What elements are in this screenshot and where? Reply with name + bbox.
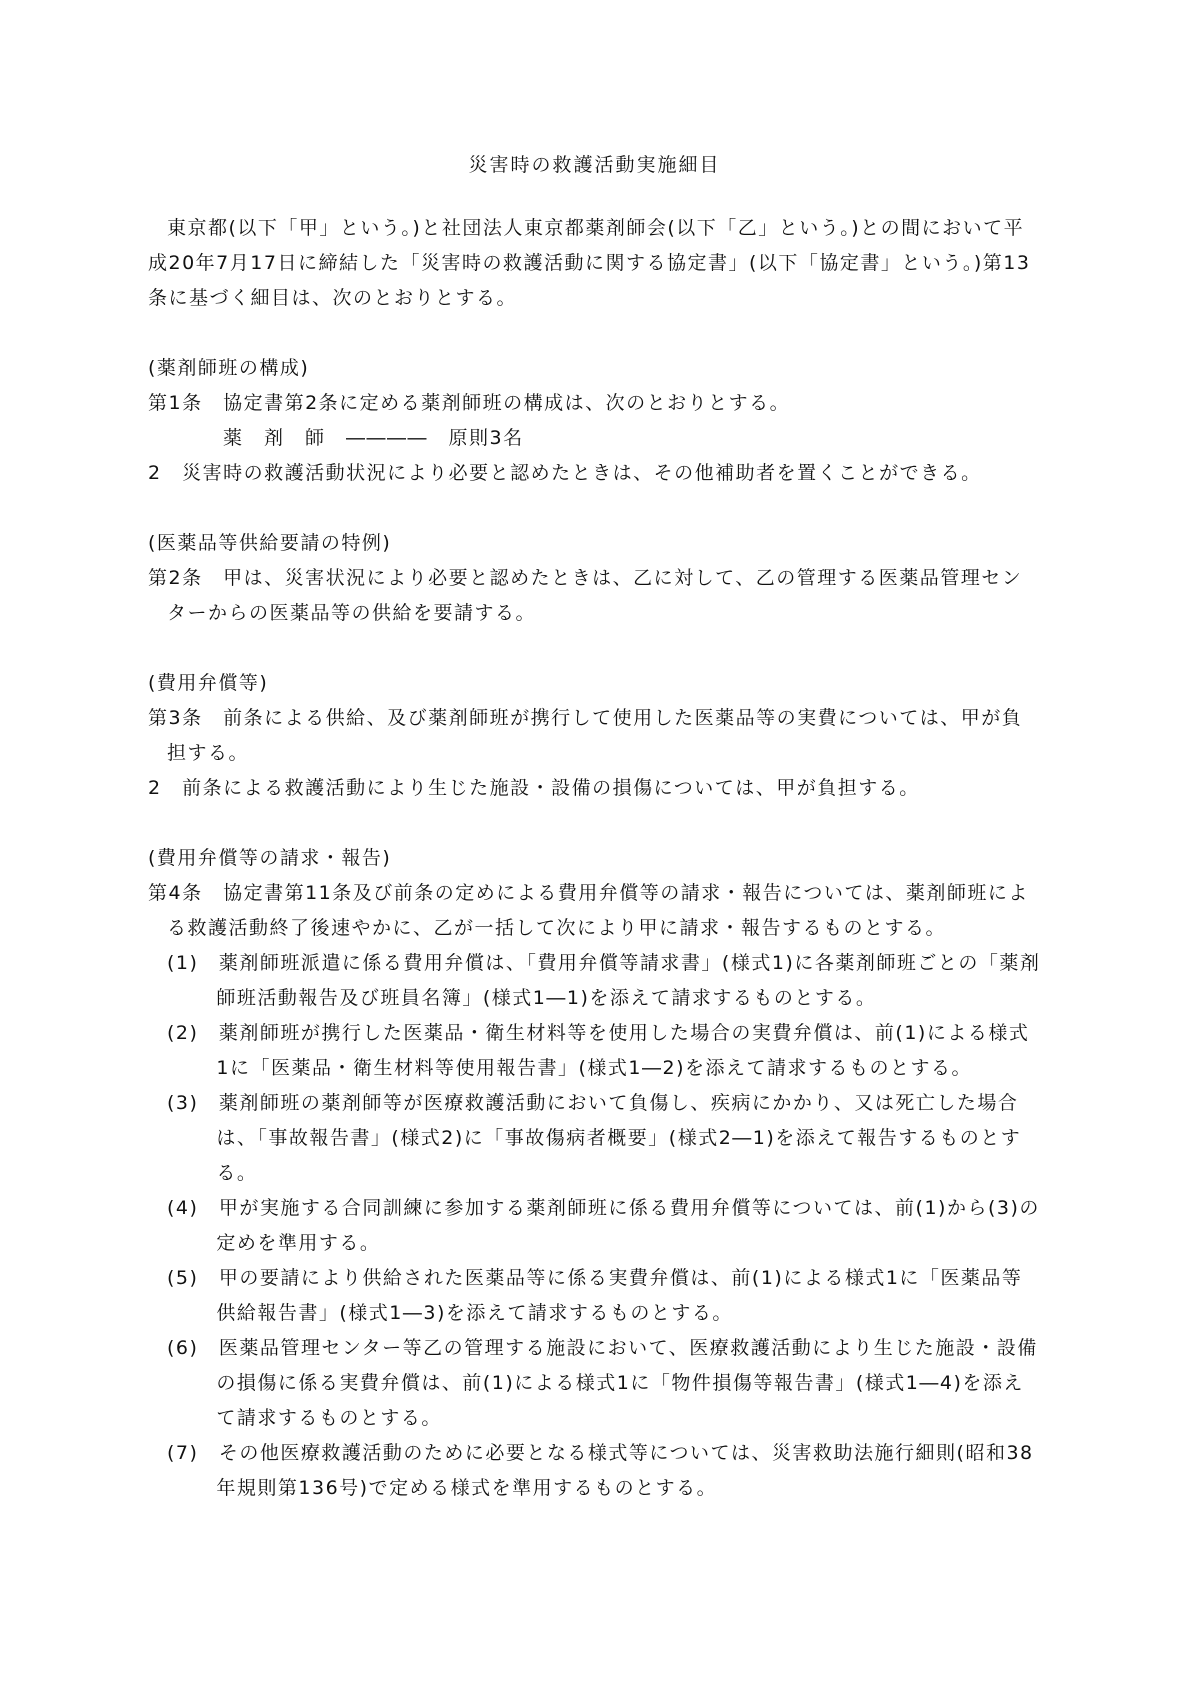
article-4: 第4条 協定書第11条及び前条の定めによる費用弁償等の請求・報告については、薬剤師班による救護活動終了後速やかに、乙が一括して次により甲に請求・報告するものとする。 — [148, 882, 1029, 939]
article-4-item-6: (6) 医薬品管理センター等乙の管理する施設において、医療救護活動により生じた施設・設備の損傷に係る実費弁償は、前(1)による様式1に「物件損傷等報告書」(様式1―4)を添えて請求するものとする。 — [167, 1337, 1038, 1429]
article-2: 第2条 甲は、災害状況により必要と認めたときは、乙に対して、乙の管理する医薬品管理センターからの医薬品等の供給を要請する。 — [148, 567, 1023, 624]
article-4-item-3: (3) 薬剤師班の薬剤師等が医療救護活動において負傷し、疾病にかかり、又は死亡した場合は、「事故報告書」(様式2)に「事故傷病者概要」(様式2―1)を添えて報告するものとする。 — [167, 1092, 1022, 1184]
article-4-item-5: (5) 甲の要請により供給された医薬品等に係る実費弁償は、前(1)による様式1に「医薬品等供給報告書」(様式1―3)を添えて請求するものとする。 — [167, 1267, 1023, 1324]
spacer — [148, 631, 1041, 666]
spacer — [148, 491, 1041, 526]
article-4-item-2: (2) 薬剤師班が携行した医薬品・衛生材料等を使用した場合の実費弁償は、前(1)による様式1に「医薬品・衛生材料等使用報告書」(様式1―2)を添えて請求するものとする。 — [167, 1022, 1030, 1079]
article-1-paragraph-2: 2 災害時の救護活動状況により必要と認めたときは、その他補助者を置くことができる。 — [148, 462, 982, 484]
intro-paragraph: 東京都(以下「甲」という。)と社団法人東京都薬剤師会(以下「乙」という。)との間において平成20年7月17日に締結した「災害時の救護活動に関する協定書」(以下「協定書」という。)第13条に基づく細目は、次のとおりとする。 — [148, 217, 1031, 309]
article-4-item-1: (1) 薬剤師班派遣に係る費用弁償は、「費用弁償等請求書」(様式1)に各薬剤師班ごとの「薬剤師班活動報告及び班員名簿」(様式1―1)を添えて請求するものとする。 — [167, 952, 1041, 1009]
document-title: 災害時の救護活動実施細目 — [468, 154, 721, 176]
article-1-composition: 薬 剤 師 ―――― 原則3名 — [223, 427, 524, 449]
section-heading-4: (費用弁償等の請求・報告) — [148, 847, 392, 869]
article-1: 第1条 協定書第2条に定める薬剤師班の構成は、次のとおりとする。 — [148, 392, 791, 414]
article-4-item-4: (4) 甲が実施する合同訓練に参加する薬剤師班に係る費用弁償等については、前(1)から(3)の定めを準用する。 — [167, 1197, 1040, 1254]
spacer — [148, 316, 1041, 351]
article-3-paragraph-2: 2 前条による救護活動により生じた施設・設備の損傷については、甲が負担する。 — [148, 777, 920, 799]
spacer — [148, 806, 1041, 841]
section-heading-3: (費用弁償等) — [148, 672, 269, 694]
article-3: 第3条 前条による供給、及び薬剤師班が携行して使用した医薬品等の実費については、甲が負担する。 — [148, 707, 1023, 764]
section-heading-2: (医薬品等供給要請の特例) — [148, 532, 392, 554]
section-heading-1: (薬剤師班の構成) — [148, 357, 310, 379]
article-4-item-7: (7) その他医療救護活動のために必要となる様式等については、災害救助法施行細則(昭和38年規則第136号)で定める様式を準用するものとする。 — [167, 1442, 1034, 1499]
